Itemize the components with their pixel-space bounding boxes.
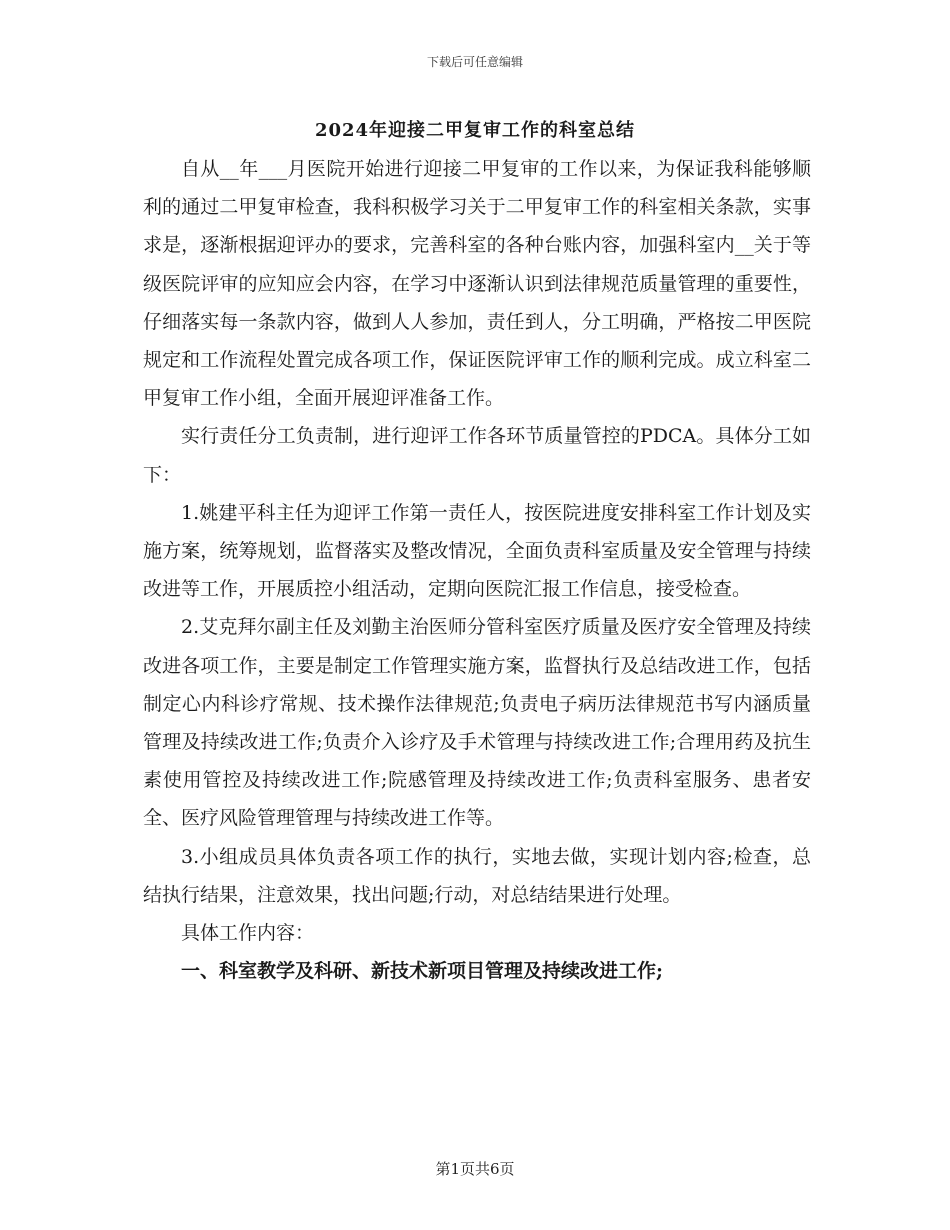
section-heading: 一、科室教学及科研、新技术新项目管理及持续改进工作; [181,960,664,983]
paragraph: 具体工作内容： [181,922,315,945]
paragraph: 1.姚建平科主任为迎评工作第一责任人，按医院进度安排科室工作计划及实施方案，统筹规划，监督落实及整改情况，全面负责科室质量及安全管理与持续改进等工作，开展质控小组活动，定期向医院汇报工作信息，接受检查。 [143,501,811,601]
header-note: 下载后可任意编辑 [426,55,523,69]
paragraph: 2.艾克拜尔副主任及刘勤主治医师分管科室医疗质量及医疗安全管理及持续改进各项工作，主要是制定工作管理实施方案，监督执行及总结改进工作，包括制定心内科诊疗常规、技术操作法律规范;负责电子病历法律规范书写内涵质量管理及持续改进工作;负责介入诊疗及手术管理与持续改进工作;合理用药及抗生素使用管控及持续改进工作;院感管理及持续改进工作;负责科室服务、患者安全、医疗风险管理管理与持续改进工作等。 [143,616,811,830]
paragraph: 自从__年___月医院开始进行迎接二甲复审的工作以来，为保证我科能够顺利的通过二甲复审检查，我科积极学习关于二甲复审工作的科室相关条款，实事求是，逐渐根据迎评办的要求，完善科室的各种台账内容，加强科室内__关于等级医院评审的应知应会内容，在学习中逐渐认识到法律规范质量管理的重要性，仔细落实每一条款内容，做到人人参加，责任到人，分工明确，严格按二甲医院规定和工作流程处置完成各项工作，保证医院评审工作的顺利完成。成立科室二甲复审工作小组，全面开展迎评准备工作。 [143,158,811,410]
paragraph: 3.小组成员具体负责各项工作的执行，实地去做，实现计划内容;检查，总结执行结果，注意效果，找出问题;行动，对总结结果进行处理。 [143,845,811,906]
page-footer: 第1页共6页 [435,1160,515,1178]
document-body [143,150,811,990]
paragraph: 实行责任分工负责制，进行迎评工作各环节质量管控的PDCA。具体分工如下： [143,425,811,486]
document-title: 2024年迎接二甲复审工作的科室总结 [314,120,636,141]
